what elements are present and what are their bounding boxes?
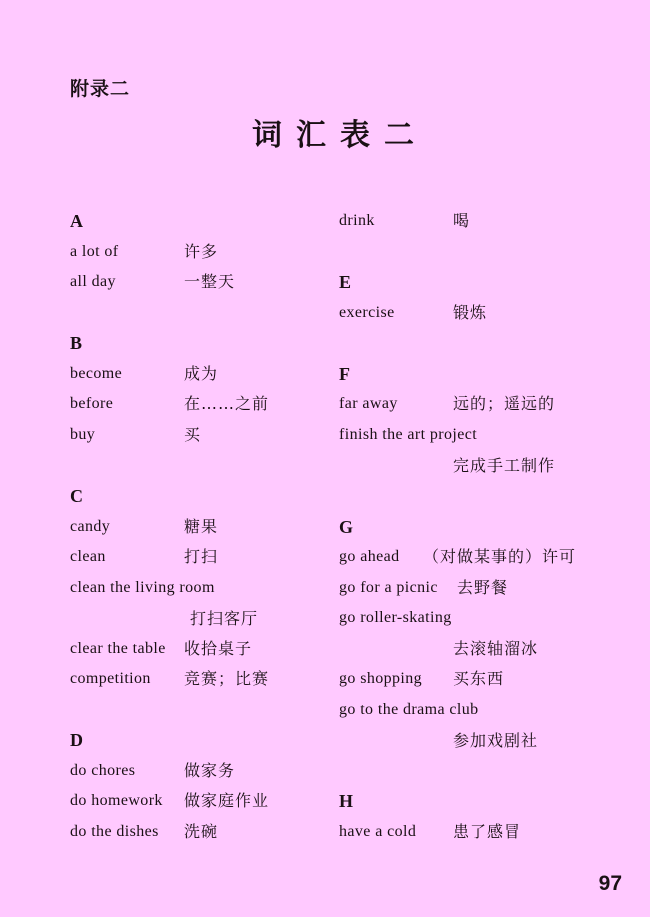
entry-chinese: 远的；遥远的: [453, 394, 556, 413]
entry-chinese: 完成手工制作: [453, 456, 556, 475]
entry-chinese: 参加戏剧社: [453, 731, 539, 750]
section-letter-c: C: [70, 486, 83, 506]
entry-chinese: 许多: [184, 242, 219, 261]
page-number: 97: [598, 872, 622, 895]
section-letter-a: A: [70, 211, 83, 231]
entry-chinese: 做家庭作业: [184, 791, 270, 810]
section-letter-d: D: [70, 730, 83, 750]
section-letter-f: F: [339, 364, 350, 384]
entry-chinese: 去野餐: [457, 578, 509, 597]
entry-english: become: [70, 365, 123, 382]
entry-chinese: 洗碗: [184, 822, 219, 841]
entry-english: clean: [70, 548, 106, 565]
entry-english: drink: [339, 212, 375, 229]
entry-english: do homework: [70, 792, 163, 809]
appendix-label: 附录二: [70, 78, 131, 100]
entry-chinese: 打扫: [184, 547, 219, 566]
entry-english: go roller-skating: [339, 609, 452, 626]
entry-english: go shopping: [339, 670, 423, 687]
entry-english: finish the art project: [339, 426, 478, 443]
page-title: 词汇表二: [252, 118, 428, 153]
entry-english: buy: [70, 426, 96, 443]
entry-chinese: 喝: [453, 211, 471, 230]
entry-chinese: 糖果: [184, 517, 219, 536]
entry-chinese: 买东西: [453, 669, 505, 688]
entry-english: far away: [339, 395, 398, 412]
entry-english: before: [70, 395, 114, 412]
entry-chinese: 在……之前: [184, 394, 270, 413]
entry-english: competition: [70, 670, 151, 687]
entry-chinese: 成为: [184, 364, 219, 383]
entry-english: clean the living room: [70, 579, 215, 596]
entry-chinese: 做家务: [184, 761, 236, 780]
entry-english: do chores: [70, 762, 136, 779]
section-letter-e: E: [339, 272, 352, 292]
entry-english: go for a picnic: [339, 579, 438, 596]
entry-english: all day: [70, 273, 116, 290]
entry-chinese: 竞赛；比赛: [184, 669, 270, 688]
entry-chinese: 买: [184, 425, 202, 444]
entry-chinese: （对做某事的）许可: [423, 547, 577, 566]
entry-english: a lot of: [70, 243, 119, 260]
entry-chinese: 收拾桌子: [184, 639, 253, 658]
entry-chinese: 锻炼: [453, 303, 488, 322]
entry-chinese: 打扫客厅: [190, 609, 259, 628]
entry-chinese: 一整天: [184, 272, 236, 291]
entry-chinese: 去滚轴溜冰: [453, 639, 539, 658]
section-letter-b: B: [70, 333, 83, 353]
entry-english: go ahead: [339, 548, 400, 565]
entry-english: exercise: [339, 304, 395, 321]
entry-english: do the dishes: [70, 823, 159, 840]
entry-english: have a cold: [339, 823, 417, 840]
entry-english: go to the drama club: [339, 701, 479, 718]
entry-english: candy: [70, 518, 111, 535]
section-letter-h: H: [339, 791, 354, 811]
entry-english: clear the table: [70, 640, 166, 657]
entry-chinese: 患了感冒: [453, 822, 522, 841]
section-letter-g: G: [339, 517, 354, 537]
